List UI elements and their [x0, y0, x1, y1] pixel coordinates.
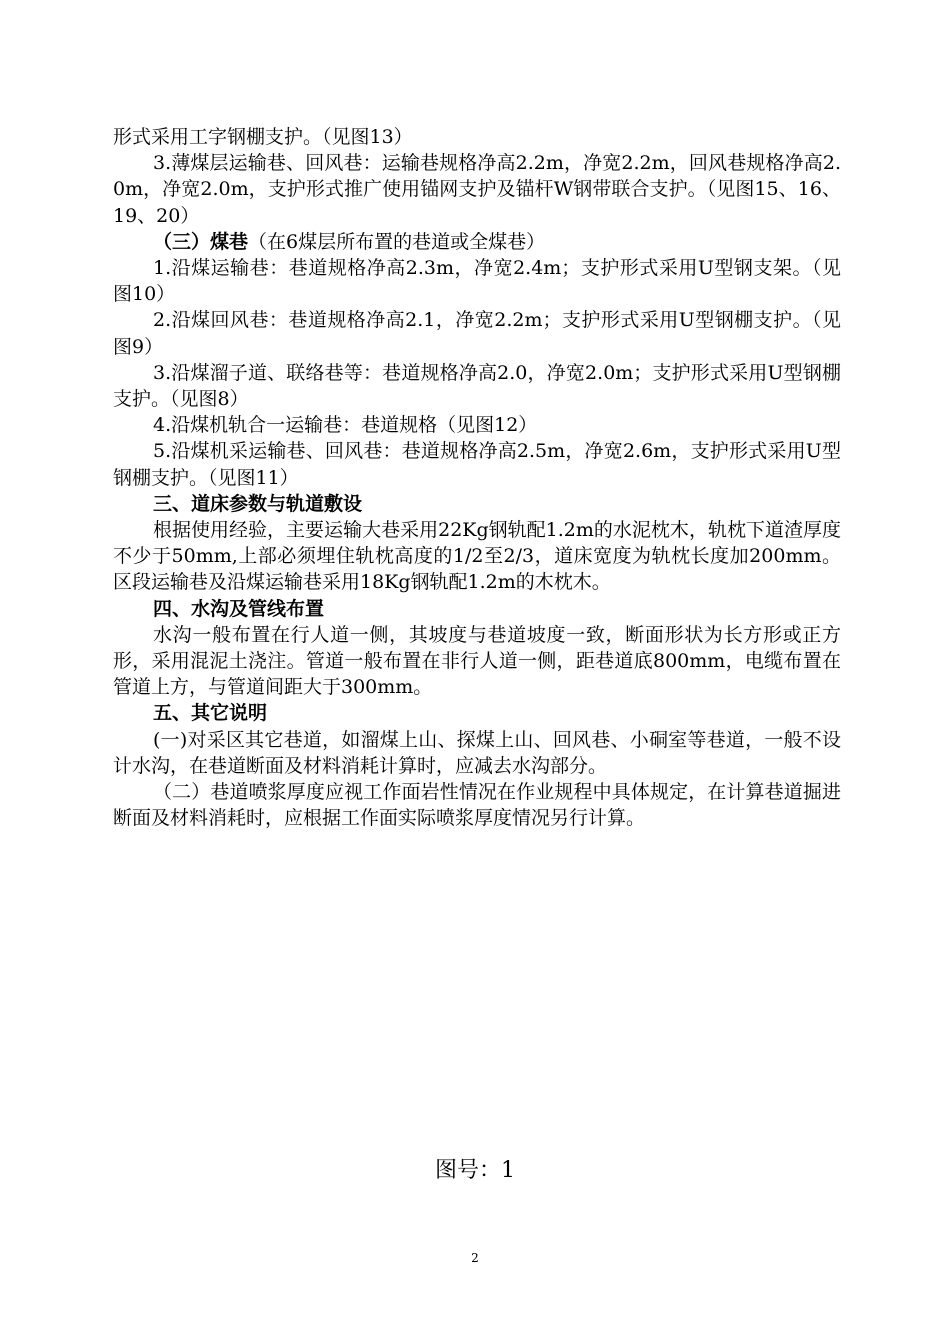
paragraph: （二）巷道喷浆厚度应视工作面岩性情况在作业规程中具体规定，在计算巷道掘进断面及材料消耗时，应根据工作面实际喷浆厚度情况另行计算。: [113, 781, 841, 830]
subsection-title: （三）煤巷: [153, 230, 249, 253]
section-heading: 五、其它说明: [153, 702, 268, 725]
paragraph: 3.薄煤层运输巷、回风巷：运输巷规格净高2.2m，净宽2.2m，回风巷规格净高2.0m，净宽2.0m，支护形式推广使用锚网支护及锚杆W钢带联合支护。（见图15、16、19、20）: [113, 152, 841, 227]
paragraph: (一)对采区其它巷道，如溜煤上山、探煤上山、回风巷、小硐室等巷道，一般不设计水沟，在巷道断面及材料消耗计算时，应减去水沟部分。: [113, 728, 841, 777]
subsection-note: （在6煤层所布置的巷道或全煤巷）: [248, 230, 546, 253]
section-heading: 四、水沟及管线布置: [153, 597, 325, 620]
paragraph: 水沟一般布置在行人道一侧，其坡度与巷道坡度一致，断面形状为长方形或正方形，采用混泥土浇注。管道一般布置在非行人道一侧，距巷道底800mm，电缆布置在管道上方，与管道间距大于300mm。: [113, 623, 841, 699]
page-number: 2: [471, 1251, 479, 1265]
paragraph: 4.沿煤机轨合一运输巷：巷道规格（见图12）: [153, 414, 538, 437]
paragraph: 形式采用工字钢棚支护。（见图13）: [113, 126, 413, 148]
paragraph: 根据使用经验，主要运输大巷采用22Kg钢轨配1.2m的水泥枕木，轨枕下道渣厚度不少于50mm,上部必须埋住轨枕高度的1/2至2/3，道床宽度为轨枕长度加200mm。区段运输巷及沿煤运输巷采用18Kg钢轨配1.2m的木枕木。: [113, 519, 841, 594]
subsection-heading: [113, 229, 841, 255]
figure-number: 图号：1: [435, 1158, 515, 1183]
body-text: [113, 124, 841, 831]
paragraph: 3.沿煤溜子道、联络巷等：巷道规格净高2.0，净宽2.0m；支护形式采用U型钢棚支护。（见图8）: [113, 361, 841, 411]
paragraph: 5.沿煤机采运输巷、回风巷：巷道规格净高2.5m，净宽2.6m，支护形式采用U型钢棚支护。（见图11）: [113, 440, 841, 489]
paragraph: 2.沿煤回风巷：巷道规格净高2.1，净宽2.2m；支护形式采用U型钢棚支护。（见图9）: [113, 309, 841, 358]
paragraph: 1.沿煤运输巷：巷道规格净高2.3m，净宽2.4m；支护形式采用U型钢支架。（见图10）: [113, 257, 841, 306]
section-heading: 三、道床参数与轨道敷设: [153, 492, 363, 515]
